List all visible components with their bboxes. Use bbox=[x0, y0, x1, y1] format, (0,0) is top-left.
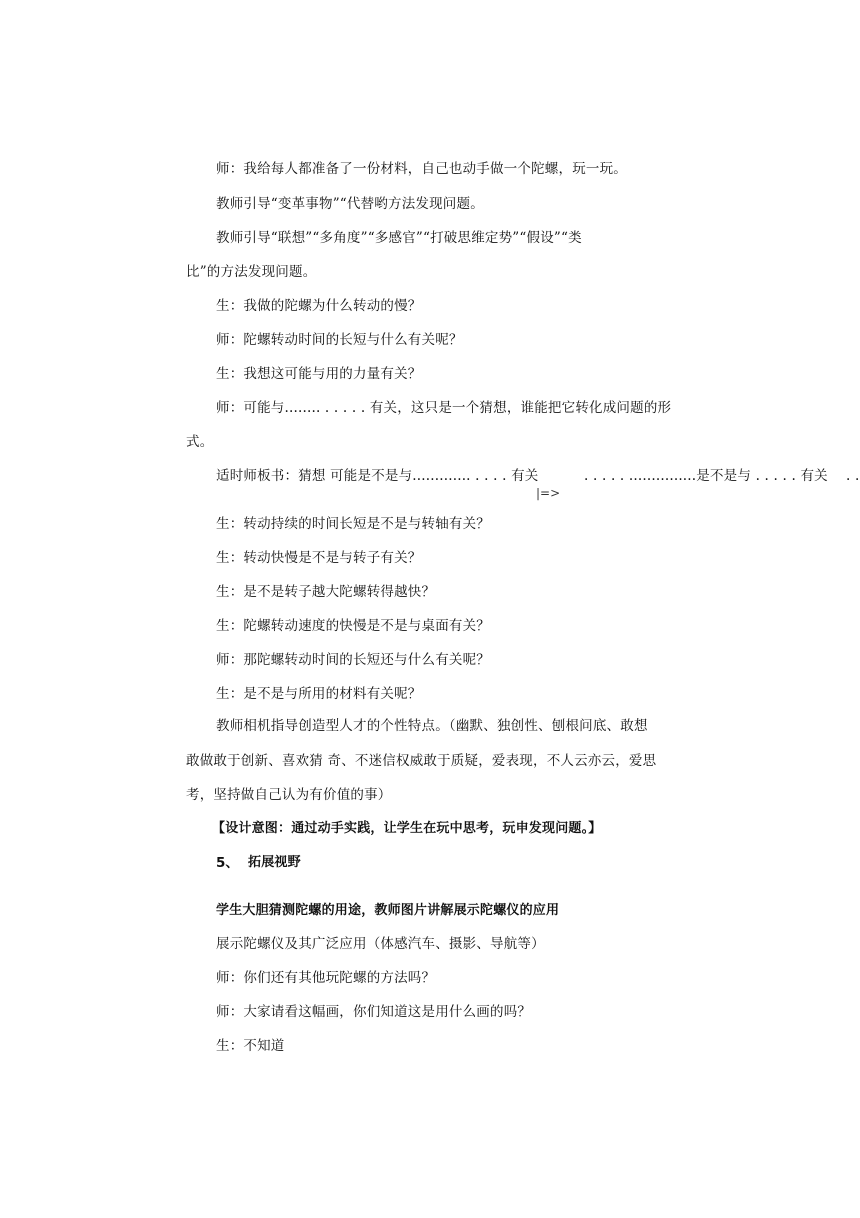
paragraph-line: 师：你们还有其他玩陀螺的方法吗？ bbox=[216, 970, 436, 986]
paragraph-line: 生：转动持续的时间长短是不是与转轴有关？ bbox=[216, 516, 490, 532]
paragraph-line: 生：我想这可能与用的力量有关？ bbox=[216, 366, 422, 382]
paragraph-line: 师：我给每人都准备了一份材料，自己也动手做一个陀螺，玩一玩。 bbox=[216, 161, 627, 177]
paragraph-line: 师：大家请看这幅画，你们知道这是用什么画的吗？ bbox=[216, 1004, 532, 1020]
board-note-line-cont: . . . . . ...............是不是与 . . . . . 有关 bbox=[584, 468, 828, 484]
paragraph-line: 生：是不是与所用的材料有关呢？ bbox=[216, 686, 422, 702]
paragraph-line: 展示陀螺仪及其广泛应用（体感汽车、摄影、导航等） bbox=[216, 936, 545, 952]
paragraph-line: 生：不知道 bbox=[216, 1038, 285, 1054]
section-number: 5、 bbox=[216, 855, 239, 871]
paragraph-line: 师：那陀螺转动时间的长短还与什么有关呢？ bbox=[216, 652, 490, 668]
arrow-icon: |=> bbox=[536, 486, 561, 500]
paragraph-line: 教师引导“联想”“多角度”“多感官”“打破思维定势”“假设”“类 bbox=[216, 230, 582, 246]
paragraph-line: 考，坚持做自己认为有价值的事） bbox=[186, 787, 392, 803]
design-intent-note: 【设计意图：通过动手实践，让学生在玩中思考，玩申发现问题。】 bbox=[212, 821, 602, 836]
paragraph-line: 生：是不是转子越大陀螺转得越快？ bbox=[216, 584, 436, 600]
paragraph-line: 师：陀螺转动时间的长短与什么有关呢？ bbox=[216, 332, 463, 348]
paragraph-line: 比”的方法发现问题。 bbox=[186, 264, 317, 280]
paragraph-line: 敢做敢于创新、喜欢猜 奇、不迷信权威敢于质疑，爱表现，不人云亦云，爱思 bbox=[186, 753, 657, 769]
paragraph-line: 教师相机指导创造型人才的个性特点。（幽默、独创性、刨根问底、敢想 bbox=[216, 718, 648, 734]
paragraph-line: 生：陀螺转动速度的快慢是不是与桌面有关？ bbox=[216, 618, 490, 634]
paragraph-line: 生：我做的陀螺为什么转动的慢？ bbox=[216, 298, 422, 314]
board-note-line: 适时师板书：猜想 可能是不是与............. . . . . 有关 bbox=[216, 468, 539, 484]
paragraph-line: 式。 bbox=[186, 434, 214, 450]
paragraph-line: 师：可能与........ . . . . . 有关，这只是一个猜想，谁能把它转化成问题的形 bbox=[216, 400, 672, 416]
section-heading: 拓展视野 bbox=[248, 855, 301, 870]
section-lead: 学生大胆猜测陀螺的用途，教师图片讲解展示陀螺仪的应用 bbox=[216, 903, 560, 918]
board-note-line-end: . . bbox=[846, 468, 860, 484]
paragraph-line: 生：转动快慢是不是与转子有关？ bbox=[216, 550, 422, 566]
paragraph-line: 教师引导“变革事物”“代替哟方法发现问题。 bbox=[216, 196, 484, 212]
